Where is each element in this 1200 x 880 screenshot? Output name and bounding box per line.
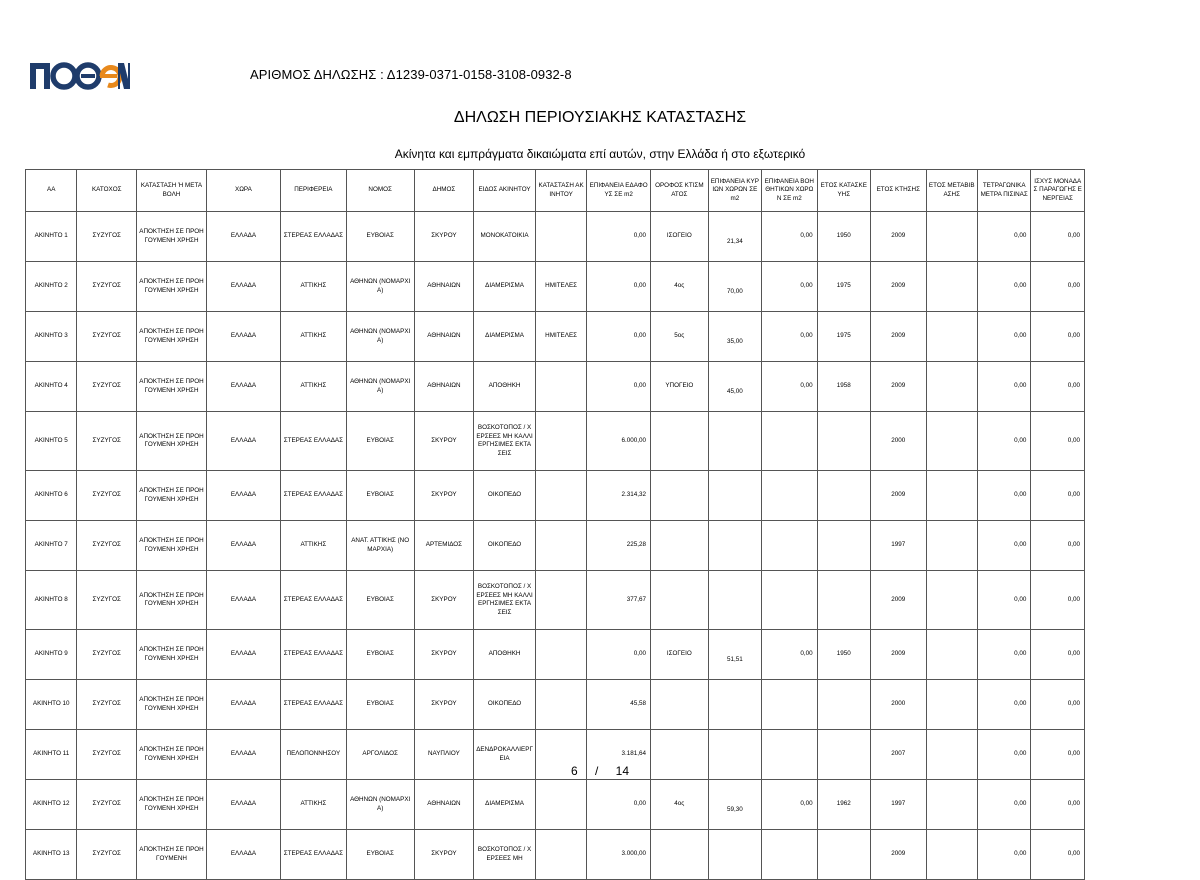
table-cell: ΑΚΙΝΗΤΟ 6 — [26, 471, 77, 521]
table-cell: ΑΘΗΝΑΙΩΝ — [414, 362, 474, 412]
table-cell — [708, 680, 761, 730]
table-cell: ΑΠΟΚΤΗΣΗ ΣΕ ΠΡΟΗΓΟΥΜΕΝΗ ΧΡΗΣΗ — [137, 362, 207, 412]
table-cell: 51,51 — [708, 630, 761, 680]
table-cell: 2009 — [871, 630, 927, 680]
table-row — [26, 212, 1085, 262]
table-cell: ΕΛΛΑΔΑ — [206, 571, 280, 630]
table-cell: ΑΠΟΚΤΗΣΗ ΣΕ ΠΡΟΗΓΟΥΜΕΝΗ ΧΡΗΣΗ — [137, 471, 207, 521]
table-cell — [535, 521, 586, 571]
table-cell: ΑΚΙΝΗΤΟ 13 — [26, 830, 77, 880]
table-cell: ΑΘΗΝΩΝ (ΝΟΜΑΡΧΙΑ) — [346, 362, 414, 412]
table-cell — [926, 471, 977, 521]
table-cell: ΗΜΙΤΕΛΕΣ — [535, 262, 586, 312]
table-cell — [708, 571, 761, 630]
table-cell — [926, 212, 977, 262]
table-cell: 70,00 — [708, 262, 761, 312]
column-header: ΙΣΧΥΣ ΜΟΝΑΔΑΣ ΠΑΡΑΓΩΓΗΣ ΕΝΕΡΓΕΙΑΣ — [1031, 170, 1085, 212]
table-cell: ΑΤΤΙΚΗΣ — [280, 780, 346, 830]
table-cell: ΣΚΥΡΟΥ — [414, 571, 474, 630]
page-separator: / — [594, 764, 599, 778]
table-cell: ΕΛΛΑΔΑ — [206, 830, 280, 880]
table-cell: 0,00 — [1031, 412, 1085, 471]
table-cell — [926, 680, 977, 730]
table-cell: ΣΥΖΥΓΟΣ — [77, 830, 137, 880]
table-row — [26, 412, 1085, 471]
column-header: ΕΠΙΦΑΝΕΙΑ ΕΔΑΦΟΥΣ ΣΕ m2 — [587, 170, 651, 212]
table-cell: 1958 — [817, 362, 870, 412]
table-cell: 0,00 — [977, 471, 1030, 521]
column-header: ΤΕΤΡΑΓΩΝΙΚΑ ΜΕΤΡΑ ΠΙΣΙΝΑΣ — [977, 170, 1030, 212]
table-cell: 0,00 — [762, 312, 818, 362]
table-cell: ΑΠΟΚΤΗΣΗ ΣΕ ΠΡΟΗΓΟΥΜΕΝΗ — [137, 830, 207, 880]
table-cell: ΕΛΛΑΔΑ — [206, 212, 280, 262]
table-cell — [817, 571, 870, 630]
table-cell: 2009 — [871, 312, 927, 362]
table-cell — [762, 521, 818, 571]
column-header: ΧΩΡΑ — [206, 170, 280, 212]
table-cell: 1997 — [871, 780, 927, 830]
table-cell — [535, 571, 586, 630]
table-cell: ΔΙΑΜΕΡΙΣΜΑ — [474, 262, 536, 312]
table-cell: 2007 — [871, 730, 927, 780]
table-cell: ΙΣΟΓΕΙΟ — [651, 212, 709, 262]
table-cell: 0,00 — [1031, 830, 1085, 880]
table-cell — [926, 830, 977, 880]
table-cell: 2.314,32 — [587, 471, 651, 521]
column-header: ΟΡΟΦΟΣ ΚΤΙΣΜΑΤΟΣ — [651, 170, 709, 212]
table-cell: ΔΙΑΜΕΡΙΣΜΑ — [474, 780, 536, 830]
table-cell: ΕΛΛΑΔΑ — [206, 312, 280, 362]
table-cell — [926, 262, 977, 312]
table-cell: 377,67 — [587, 571, 651, 630]
table-cell — [762, 830, 818, 880]
table-cell: ΕΛΛΑΔΑ — [206, 471, 280, 521]
table-cell: 0,00 — [1031, 362, 1085, 412]
column-header: ΕΤΟΣ ΚΑΤΑΣΚΕΥΗΣ — [817, 170, 870, 212]
column-header: ΕΠΙΦΑΝΕΙΑ ΚΥΡΙΩΝ ΧΩΡΩΝ ΣΕ m2 — [708, 170, 761, 212]
table-cell: ΑΚΙΝΗΤΟ 2 — [26, 262, 77, 312]
table-cell: ΣΤΕΡΕΑΣ ΕΛΛΑΔΑΣ — [280, 412, 346, 471]
table-cell: ΕΥΒΟΙΑΣ — [346, 471, 414, 521]
table-cell: ΑΠΟΚΤΗΣΗ ΣΕ ΠΡΟΗΓΟΥΜΕΝΗ ΧΡΗΣΗ — [137, 212, 207, 262]
table-cell: ΑΘΗΝΩΝ (ΝΟΜΑΡΧΙΑ) — [346, 780, 414, 830]
table-cell: ΑΡΤΕΜΙΔΟΣ — [414, 521, 474, 571]
table-cell: ΗΜΙΤΕΛΕΣ — [535, 312, 586, 362]
table-cell: ΑΚΙΝΗΤΟ 5 — [26, 412, 77, 471]
table-cell: ΑΤΤΙΚΗΣ — [280, 521, 346, 571]
table-cell: 0,00 — [1031, 680, 1085, 730]
table-cell: ΑΡΓΟΛΙΔΟΣ — [346, 730, 414, 780]
table-cell: ΣΚΥΡΟΥ — [414, 830, 474, 880]
table-cell: ΠΕΛΟΠΟΝΝΗΣΟΥ — [280, 730, 346, 780]
declaration-number: ΑΡΙΘΜΟΣ ΔΗΛΩΣΗΣ : Δ1239-0371-0158-3108-0932-8 — [250, 67, 572, 82]
column-header: ΚΑΤΑΣΤΑΣΗ Ή ΜΕΤΑΒΟΛΗ — [137, 170, 207, 212]
table-cell — [926, 312, 977, 362]
table-cell: 0,00 — [762, 362, 818, 412]
table-row — [26, 630, 1085, 680]
table-cell: 2009 — [871, 571, 927, 630]
table-cell: ΣΚΥΡΟΥ — [414, 471, 474, 521]
table-cell: 5ος — [651, 312, 709, 362]
table-cell: 3.000,00 — [587, 830, 651, 880]
table-row — [26, 780, 1085, 830]
table-cell: ΣΤΕΡΕΑΣ ΕΛΛΑΔΑΣ — [280, 571, 346, 630]
column-header: ΑΑ — [26, 170, 77, 212]
table-cell: 0,00 — [1031, 521, 1085, 571]
table-cell: 0,00 — [1031, 780, 1085, 830]
table-cell — [708, 521, 761, 571]
table-cell — [817, 830, 870, 880]
table-cell: ΑΠΟΚΤΗΣΗ ΣΕ ΠΡΟΗΓΟΥΜΕΝΗ ΧΡΗΣΗ — [137, 730, 207, 780]
table-cell — [535, 412, 586, 471]
table-cell — [651, 412, 709, 471]
table-cell: ΑΘΗΝΩΝ (ΝΟΜΑΡΧΙΑ) — [346, 312, 414, 362]
table-cell: ΑΠΟΘΗΚΗ — [474, 630, 536, 680]
table-cell — [651, 571, 709, 630]
table-cell: ΔΙΑΜΕΡΙΣΜΑ — [474, 312, 536, 362]
page-title: ΔΗΛΩΣΗ ΠΕΡΙΟΥΣΙΑΚΗΣ ΚΑΤΑΣΤΑΣΗΣ — [453, 109, 747, 126]
table-header-row — [26, 170, 1085, 212]
table-cell — [708, 471, 761, 521]
table-cell — [817, 521, 870, 571]
column-header: ΔΗΜΟΣ — [414, 170, 474, 212]
table-cell: ΣΥΖΥΓΟΣ — [77, 521, 137, 571]
table-cell — [535, 830, 586, 880]
table-cell: ΑΚΙΝΗΤΟ 12 — [26, 780, 77, 830]
table-cell: 0,00 — [977, 521, 1030, 571]
table-cell: ΕΛΛΑΔΑ — [206, 630, 280, 680]
table-cell: ΑΤΤΙΚΗΣ — [280, 262, 346, 312]
table-cell: ΑΚΙΝΗΤΟ 10 — [26, 680, 77, 730]
table-cell: ΕΥΒΟΙΑΣ — [346, 412, 414, 471]
column-header: ΚΑΤΟΧΟΣ — [77, 170, 137, 212]
table-cell — [762, 571, 818, 630]
table-cell: ΝΑΥΠΛΙΟΥ — [414, 730, 474, 780]
table-cell: 2000 — [871, 412, 927, 471]
table-cell: ΟΙΚΟΠΕΔΟ — [474, 521, 536, 571]
table-cell: ΑΚΙΝΗΤΟ 11 — [26, 730, 77, 780]
table-cell: ΕΛΛΑΔΑ — [206, 262, 280, 312]
table-cell: 225,28 — [587, 521, 651, 571]
table-cell: ΕΥΒΟΙΑΣ — [346, 630, 414, 680]
table-cell: 2000 — [871, 680, 927, 730]
table-row — [26, 471, 1085, 521]
table-cell: ΣΤΕΡΕΑΣ ΕΛΛΑΔΑΣ — [280, 212, 346, 262]
table-cell: 0,00 — [1031, 212, 1085, 262]
table-cell: ΕΛΛΑΔΑ — [206, 680, 280, 730]
table-cell: 0,00 — [762, 780, 818, 830]
table-cell: ΑΚΙΝΗΤΟ 1 — [26, 212, 77, 262]
table-cell: 0,00 — [977, 680, 1030, 730]
table-row — [26, 680, 1085, 730]
table-cell — [535, 362, 586, 412]
table-row — [26, 521, 1085, 571]
column-header: ΚΑΤΑΣΤΑΣΗ ΑΚΙΝΗΤΟΥ — [535, 170, 586, 212]
table-cell: 0,00 — [587, 362, 651, 412]
table-cell: ΣΤΕΡΕΑΣ ΕΛΛΑΔΑΣ — [280, 830, 346, 880]
table-cell: 0,00 — [762, 630, 818, 680]
table-cell: ΑΘΗΝΑΙΩΝ — [414, 262, 474, 312]
table-cell: ΑΠΟΚΤΗΣΗ ΣΕ ΠΡΟΗΓΟΥΜΕΝΗ ΧΡΗΣΗ — [137, 680, 207, 730]
table-cell — [762, 471, 818, 521]
table-cell: 2009 — [871, 830, 927, 880]
table-cell: ΣΥΖΥΓΟΣ — [77, 312, 137, 362]
table-cell: ΣΥΖΥΓΟΣ — [77, 780, 137, 830]
table-cell: 1997 — [871, 521, 927, 571]
table-cell: ΣΤΕΡΕΑΣ ΕΛΛΑΔΑΣ — [280, 630, 346, 680]
table-cell — [535, 780, 586, 830]
table-cell: ΕΛΛΑΔΑ — [206, 521, 280, 571]
table-cell: ΑΝΑΤ. ΑΤΤΙΚΗΣ (ΝΟΜΑΡΧΙΑ) — [346, 521, 414, 571]
table-cell: 1975 — [817, 312, 870, 362]
table-cell: ΣΥΖΥΓΟΣ — [77, 412, 137, 471]
column-header: ΕΙΔΟΣ ΑΚΙΝΗΤΟΥ — [474, 170, 536, 212]
table-cell: 6.000,00 — [587, 412, 651, 471]
column-header: ΕΠΙΦΑΝΕΙΑ ΒΟΗΘΗΤΙΚΩΝ ΧΩΡΩΝ ΣΕ m2 — [762, 170, 818, 212]
table-cell: ΕΛΛΑΔΑ — [206, 362, 280, 412]
table-cell — [708, 830, 761, 880]
table-cell: ΣΤΕΡΕΑΣ ΕΛΛΑΔΑΣ — [280, 680, 346, 730]
table-cell: 3.181,64 — [587, 730, 651, 780]
section-subtitle: Ακίνητα και εμπράγματα δικαιώματα επί αυτών, στην Ελλάδα ή στο εξωτερικό — [394, 147, 806, 161]
table-cell: ΑΠΟΚΤΗΣΗ ΣΕ ΠΡΟΗΓΟΥΜΕΝΗ ΧΡΗΣΗ — [137, 630, 207, 680]
table-cell: ΣΚΥΡΟΥ — [414, 630, 474, 680]
table-cell: 0,00 — [977, 362, 1030, 412]
table-cell — [762, 412, 818, 471]
table-cell — [651, 830, 709, 880]
table-cell: ΒΟΣΚΟΤΟΠΟΣ / ΧΕΡΣΕΕΣ ΜΗ — [474, 830, 536, 880]
table-cell — [535, 630, 586, 680]
table-cell: ΣΤΕΡΕΑΣ ΕΛΛΑΔΑΣ — [280, 471, 346, 521]
table-cell: 0,00 — [977, 780, 1030, 830]
table-cell: 1975 — [817, 262, 870, 312]
table-cell: ΣΚΥΡΟΥ — [414, 680, 474, 730]
table-cell: ΣΥΖΥΓΟΣ — [77, 571, 137, 630]
table-cell: ΕΛΛΑΔΑ — [206, 730, 280, 780]
table-cell — [817, 471, 870, 521]
table-cell — [926, 362, 977, 412]
table-cell — [762, 680, 818, 730]
table-cell: ΔΕΝΔΡΟΚΑΛΛΙΕΡΓΕΙΑ — [474, 730, 536, 780]
table-cell: ΒΟΣΚΟΤΟΠΟΣ / ΧΕΡΣΕΕΣ ΜΗ ΚΑΛΛΙΕΡΓΗΣΙΜΕΣ ΕΚΤΑΣΕΙΣ — [474, 412, 536, 471]
table-cell: ΣΚΥΡΟΥ — [414, 412, 474, 471]
table-cell: 0,00 — [762, 262, 818, 312]
table-cell: 4ος — [651, 780, 709, 830]
table-cell: ΟΙΚΟΠΕΔΟ — [474, 471, 536, 521]
table-cell: 0,00 — [1031, 730, 1085, 780]
table-row — [26, 312, 1085, 362]
table-cell: ΑΘΗΝΩΝ (ΝΟΜΑΡΧΙΑ) — [346, 262, 414, 312]
table-cell: 0,00 — [977, 830, 1030, 880]
column-header: ΕΤΟΣ ΚΤΗΣΗΣ — [871, 170, 927, 212]
table-cell: 0,00 — [977, 412, 1030, 471]
table-cell: ΑΠΟΚΤΗΣΗ ΣΕ ΠΡΟΗΓΟΥΜΕΝΗ ΧΡΗΣΗ — [137, 412, 207, 471]
table-cell: 0,00 — [762, 212, 818, 262]
table-cell — [926, 780, 977, 830]
table-cell — [651, 521, 709, 571]
table-cell: 0,00 — [587, 312, 651, 362]
table-cell: ΑΚΙΝΗΤΟ 9 — [26, 630, 77, 680]
table-cell: 0,00 — [1031, 630, 1085, 680]
table-cell: ΟΙΚΟΠΕΔΟ — [474, 680, 536, 730]
table-cell: 0,00 — [977, 571, 1030, 630]
table-cell: 21,34 — [708, 212, 761, 262]
table-cell: ΕΥΒΟΙΑΣ — [346, 571, 414, 630]
table-cell: ΑΠΟΚΤΗΣΗ ΣΕ ΠΡΟΗΓΟΥΜΕΝΗ ΧΡΗΣΗ — [137, 780, 207, 830]
table-cell: ΙΣΟΓΕΙΟ — [651, 630, 709, 680]
table-cell: 0,00 — [977, 312, 1030, 362]
table-cell: ΑΤΤΙΚΗΣ — [280, 362, 346, 412]
table-cell: 45,58 — [587, 680, 651, 730]
table-cell: 2009 — [871, 362, 927, 412]
table-cell: 0,00 — [977, 630, 1030, 680]
table-cell: 0,00 — [1031, 262, 1085, 312]
table-cell: 59,30 — [708, 780, 761, 830]
table-cell — [651, 680, 709, 730]
table-cell: ΑΠΟΘΗΚΗ — [474, 362, 536, 412]
table-cell: ΕΥΒΟΙΑΣ — [346, 830, 414, 880]
table-cell: ΒΟΣΚΟΤΟΠΟΣ / ΧΕΡΣΕΕΣ ΜΗ ΚΑΛΛΙΕΡΓΗΣΙΜΕΣ ΕΚΤΑΣΕΙΣ — [474, 571, 536, 630]
table-cell: ΣΥΖΥΓΟΣ — [77, 471, 137, 521]
table-cell: 0,00 — [587, 212, 651, 262]
table-cell: 0,00 — [977, 262, 1030, 312]
pothen-logo-mark — [28, 59, 130, 93]
table-cell: 0,00 — [1031, 571, 1085, 630]
table-cell: ΑΘΗΝΑΙΩΝ — [414, 312, 474, 362]
table-cell: ΑΠΟΚΤΗΣΗ ΣΕ ΠΡΟΗΓΟΥΜΕΝΗ ΧΡΗΣΗ — [137, 312, 207, 362]
table-cell: ΜΟΝΟΚΑΤΟΙΚΙΑ — [474, 212, 536, 262]
table-cell: 1962 — [817, 780, 870, 830]
table-cell: ΑΚΙΝΗΤΟ 4 — [26, 362, 77, 412]
table-cell: ΣΥΖΥΓΟΣ — [77, 730, 137, 780]
table-cell: ΑΚΙΝΗΤΟ 3 — [26, 312, 77, 362]
table-cell — [926, 630, 977, 680]
table-row — [26, 830, 1085, 880]
table-cell: ΥΠΟΓΕΙΟ — [651, 362, 709, 412]
table-cell: 0,00 — [587, 780, 651, 830]
table-cell — [926, 412, 977, 471]
table-cell: ΕΛΛΑΔΑ — [206, 780, 280, 830]
table-cell: ΣΥΖΥΓΟΣ — [77, 362, 137, 412]
table-cell: ΑΠΟΚΤΗΣΗ ΣΕ ΠΡΟΗΓΟΥΜΕΝΗ ΧΡΗΣΗ — [137, 571, 207, 630]
table-cell: 1950 — [817, 630, 870, 680]
table-cell: 2009 — [871, 262, 927, 312]
table-cell: 0,00 — [977, 212, 1030, 262]
table-cell: ΕΛΛΑΔΑ — [206, 412, 280, 471]
pothen-logo — [28, 58, 130, 94]
table-cell: ΣΥΖΥΓΟΣ — [77, 630, 137, 680]
page-indicator — [0, 764, 1200, 778]
table-cell: 0,00 — [977, 730, 1030, 780]
table-row — [26, 262, 1085, 312]
table-cell: 0,00 — [587, 630, 651, 680]
table-cell: ΑΚΙΝΗΤΟ 8 — [26, 571, 77, 630]
table-cell — [926, 571, 977, 630]
table-cell: ΑΘΗΝΑΙΩΝ — [414, 780, 474, 830]
table-cell: 2009 — [871, 471, 927, 521]
table-cell: ΕΥΒΟΙΑΣ — [346, 680, 414, 730]
page-total: 14 — [615, 764, 630, 778]
table-cell: ΣΥΖΥΓΟΣ — [77, 262, 137, 312]
table-cell — [926, 521, 977, 571]
table-cell: 0,00 — [1031, 312, 1085, 362]
table-cell — [535, 680, 586, 730]
table-cell — [651, 471, 709, 521]
table-cell: ΑΚΙΝΗΤΟ 7 — [26, 521, 77, 571]
table-cell — [817, 412, 870, 471]
table-cell: 0,00 — [1031, 471, 1085, 521]
table-cell: 1950 — [817, 212, 870, 262]
table-cell: ΑΤΤΙΚΗΣ — [280, 312, 346, 362]
table-cell: 4ος — [651, 262, 709, 312]
table-cell: 45,00 — [708, 362, 761, 412]
table-cell — [535, 471, 586, 521]
table-cell — [708, 412, 761, 471]
page-current: 6 — [570, 764, 578, 778]
table-cell: 35,00 — [708, 312, 761, 362]
column-header: ΠΕΡΙΦΕΡΕΙΑ — [280, 170, 346, 212]
table-row — [26, 571, 1085, 630]
table-cell: ΑΠΟΚΤΗΣΗ ΣΕ ΠΡΟΗΓΟΥΜΕΝΗ ΧΡΗΣΗ — [137, 521, 207, 571]
table-cell: 2009 — [871, 212, 927, 262]
table-cell: ΑΠΟΚΤΗΣΗ ΣΕ ΠΡΟΗΓΟΥΜΕΝΗ ΧΡΗΣΗ — [137, 262, 207, 312]
column-header: ΕΤΟΣ ΜΕΤΑΒΙΒΑΣΗΣ — [926, 170, 977, 212]
column-header: ΝΟΜΟΣ — [346, 170, 414, 212]
table-cell: ΣΥΖΥΓΟΣ — [77, 680, 137, 730]
table-cell — [817, 680, 870, 730]
table-cell: 0,00 — [587, 262, 651, 312]
table-cell — [535, 212, 586, 262]
table-cell: ΕΥΒΟΙΑΣ — [346, 212, 414, 262]
table-row — [26, 362, 1085, 412]
table-cell: ΣΥΖΥΓΟΣ — [77, 212, 137, 262]
table-cell: ΣΚΥΡΟΥ — [414, 212, 474, 262]
